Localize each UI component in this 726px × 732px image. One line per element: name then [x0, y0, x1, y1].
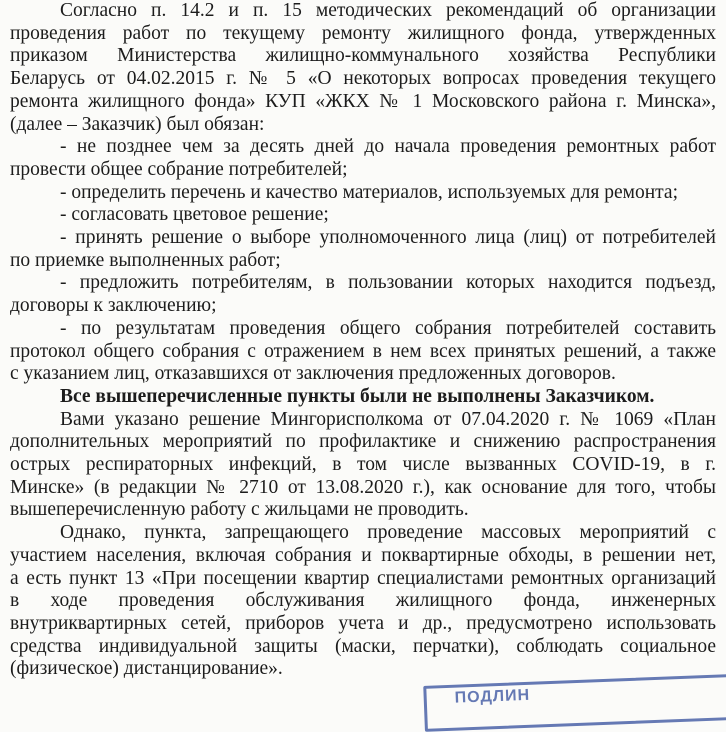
text-line: - предложить потребителям, в пользовании которых находится подъезд,	[60, 272, 716, 294]
text-line: Беларусь от 04.02.2015 г. № 5 «О некоторых вопросах проведения текущего	[10, 68, 716, 90]
text-line: (далее – Заказчик) был обязан:	[10, 113, 265, 135]
text-line: - по результатам проведения общего собрания потребителей составить	[60, 317, 716, 339]
text-line: внутриквартирных сетей, приборов учета и др., предусмотрено использовать	[10, 612, 716, 634]
text-line: - определить перечень и качество материалов, используемых для ремонта;	[60, 181, 678, 203]
text-line: проведения работ по текущему ремонту жилищного фонда, утвержденных	[10, 22, 716, 44]
text-line: в ходе проведения обслуживания жилищного фонда, инженерных	[10, 590, 716, 612]
text-line: - не позднее чем за десять дней до начала проведения ремонтных работ	[60, 136, 716, 158]
text-line: острых респираторных инфекций, в том числе вызванных COVID-19, в г.	[10, 454, 716, 476]
text-line: Минске» (в редакции № 2710 от 13.08.2020 г.), как основание для того, чтобы	[10, 476, 716, 498]
text-line: - принять решение о выборе уполномоченного лица (лиц) от потребителей	[60, 227, 716, 249]
text-line: дополнительных мероприятий по профилактике и снижению распространения	[10, 431, 716, 453]
text-line: приказом Министерства жилищно-коммунального хозяйства Республики	[10, 45, 716, 67]
text-line: вышеперечисленную работу с жильцами не проводить.	[10, 499, 469, 521]
stamp-text: ПОДЛИН	[454, 686, 531, 707]
text-line: - согласовать цветовое решение;	[60, 204, 329, 226]
text-line: участием населения, включая собрания и поквартирные обходы, в решении нет,	[10, 544, 716, 566]
text-line: Все вышеперечисленные пункты были не выполнены Заказчиком.	[60, 385, 655, 407]
text-line: договоры к заключению;	[10, 295, 217, 317]
text-line: с указанием лиц, отказавшихся от заключения предложенных договоров.	[10, 363, 616, 385]
text-line: ремонта жилищного фонда» КУП «ЖКХ № 1 Московского района г. Минска»,	[10, 90, 716, 112]
text-line: а есть пункт 13 «При посещении квартир специалистами ремонтных организаций	[10, 567, 716, 589]
text-line: протокол общего собрания с отражением в нем всех принятых решений, а также	[10, 340, 716, 362]
text-line: провести общее собрание потребителей;	[10, 158, 348, 180]
document-body	[10, 0, 716, 681]
text-line: Однако, пункта, запрещающего проведение массовых мероприятий с	[60, 522, 716, 544]
text-line: средства индивидуальной защиты (маски, перчатки), соблюдать социальное	[10, 635, 716, 657]
stamp	[423, 674, 726, 732]
text-line: Вами указано решение Мингорисполкома от 07.04.2020 г. № 1069 «План	[60, 408, 716, 430]
text-line: Согласно п. 14.2 и п. 15 методических рекомендаций об организации	[60, 0, 716, 21]
text-line: (физическое) дистанцирование».	[10, 658, 283, 680]
text-line: по приемке выполненных работ;	[10, 249, 281, 271]
